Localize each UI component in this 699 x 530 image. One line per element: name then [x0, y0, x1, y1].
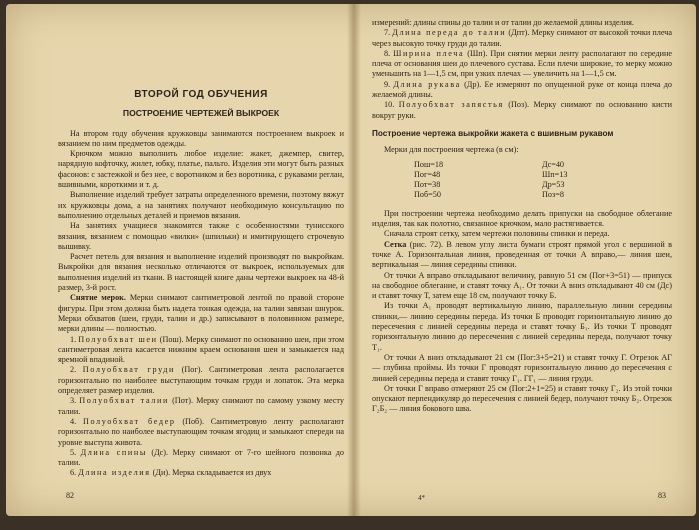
- measure-value: Поз=8: [542, 190, 564, 200]
- paragraph: Расчет петель для вязания и выполнение изделий производят по выкройкам. Выкройки для вязания несколько отличаются от выкроек, используемых для выполнения изделий из ткани. В настоящей книге даны чертежи выкроек на 48-й размер, 3-й рост.: [58, 252, 344, 293]
- measure-term: Полуобхват шеи: [78, 334, 158, 344]
- measure-value: Пот=38: [414, 180, 441, 190]
- measure-term: Ширина плеча: [393, 48, 465, 58]
- measure-item: 1. Полуобхват шеи (Пош). Мерку снимают по основанию шеи, при этом сантиметровая лента касается нижним краем основания шеи и замыкается над яремной впадиной.: [58, 334, 345, 365]
- right-page: [372, 4, 672, 530]
- measures-intro: Мерки для построения чертежа (в см):: [384, 145, 519, 155]
- measure-term: Длина изделия: [78, 468, 151, 478]
- measure-item: 10. Полуобхват запястья (Поз). Мерку снимают по основанию кисти вокруг руки.: [372, 100, 672, 120]
- paragraph: На занятиях учащиеся знакомятся также с особенностями тунисского вязания, вязанием с помощью «вилки» (шпильки) и имитирующего строчевую вышивку.: [58, 221, 344, 251]
- measure-term: Полуобхват запястья: [398, 100, 504, 110]
- measures-runin: Снятие мерок.: [70, 293, 126, 303]
- measure-item: 6. Длина изделия (Ди). Мерка складывается из двух: [70, 468, 272, 478]
- signature-mark: 4*: [418, 494, 425, 502]
- measure-item: 4. Полуобхват бедер (Поб). Сантиметровую ленту располагают горизонтально по наиболее выступающим точкам ягодиц и замыкают спереди на уровне выступа живота.: [58, 416, 345, 447]
- measures-paragraph: [58, 293, 344, 334]
- measure-term: Полуобхват бедер: [82, 416, 176, 426]
- paragraph: Из точки А₁ проводят вертикальную линию, параллельную линии середины спинки,— линию середины переда. Из точки Б проводят горизонтальную линию до пересечения с линией середины переда и ставят точку Б₁. Из точки Т проводят горизонтальную линию до пересечения с линией середины переда, получают точку Т₁.: [372, 301, 672, 352]
- measure-value: Шп=13: [542, 169, 568, 179]
- measure-term: Полуобхват груди: [82, 365, 176, 375]
- page-number-left: 82: [66, 491, 74, 500]
- grid-runin: Сетка: [384, 239, 407, 249]
- measure-value: Др=53: [542, 180, 565, 190]
- measure-term: Длина спины: [80, 447, 147, 457]
- measure-item: 8. Ширина плеча (Шп). При снятии мерки ленту располагают по середине плеча от основания шеи до плечевого сустава. Если плечи широкие, то мерку можно уменьшить на 1—1,5 см, при узких плечах — увеличить на 1—1,5 см.: [372, 48, 673, 79]
- measure-value: Пош=18: [414, 159, 444, 169]
- measure-value: Поб=50: [414, 190, 441, 200]
- paragraph: При построении чертежа необходимо делать припуски на свободное облегание изделия, так как полотно, связанное крючком, мало растягивается.: [372, 208, 672, 229]
- measure-item: 5. Длина спины (Дс). Мерку снимают от 7-го шейного позвонка до талии.: [58, 447, 345, 468]
- measure-item: 7. Длина переда до талии (Дпт). Мерку снимают от высокой точки плеча через высокую точку груди до талии.: [372, 28, 672, 48]
- paragraph: На втором году обучения кружковцы занимаются построением выкроек и вязанием по ним предметов одежды.: [58, 128, 344, 148]
- measure-item: 9. Длина рукава (Др). Ее измеряют по опущенной руке от конца плеча до желаемой длины.: [372, 79, 672, 100]
- grid-paragraph: Сетка (рис. 72). В левом углу листа бумаги строят прямой угол с вершиной в точке А. Горизонтальная линия, проведенная от точки А вправо,— линия шеи, вертикальная — линия середины спинки.: [372, 239, 672, 270]
- paragraph: измерений: длины спины до талии и от талии до желаемой длины изделия.: [372, 18, 634, 27]
- book-gutter: [347, 4, 361, 516]
- measure-item: 2. Полуобхват груди (Пог). Сантиметровая лента располагается горизонтально по наиболее выступающим точкам груди и лопаток. Эта мерка определяет размер изделия.: [58, 365, 345, 396]
- measure-value: Пог=48: [414, 169, 441, 179]
- chapter-title: ВТОРОЙ ГОД ОБУЧЕНИЯ: [134, 89, 268, 100]
- measures-table: [414, 160, 672, 201]
- paragraph: От точки А вправо откладывают величину, равную 51 см (Пог+3=51) — припуск на свободное облегание, и ставят точку А₁. От точки А вниз откладывают 40 см (Дс) и ставят точку Т, затем еще 18 см, получают точку Б.: [372, 270, 672, 301]
- measures-text: Мерки снимают сантиметровой лентой по правой стороне фигуры. При этом должна быть надета тонкая одежда, на талии завязан шнурок. Мерки обхватов (шеи, груди, талии и др.) записывают в половинном размере, мерки длины — полностью.: [58, 293, 345, 334]
- measure-term: Длина рукава: [393, 79, 461, 89]
- section-title: ПОСТРОЕНИЕ ЧЕРТЕЖЕЙ ВЫКРОЕК: [122, 108, 280, 119]
- measure-item: 3. Полуобхват талии (Пот). Мерку снимают по самому узкому месту талии.: [58, 396, 344, 416]
- measure-term: Длина переда до талии: [392, 28, 507, 38]
- paragraph: Выполнение изделий требует затраты определенного времени, поэтому вяжут их кружковцы дома, а на занятиях получают необходимую консультацию по выполнению отдельных деталей и приемов вязания.: [58, 190, 344, 220]
- book-spread: [6, 4, 696, 516]
- measure-value: Дс=40: [542, 159, 565, 169]
- paragraph: Крючком можно выполнить любое изделие: жакет, джемпер, свитер, нарядную кофточку, жилет, юбку, платье, пальто. Изделия эти могут быть разных фасонов: с застежкой и без нее, с воротником и без воротника, с рукавами реглан, вшивными, короткими и т. д.: [58, 149, 344, 190]
- paragraph: От точки А вниз откладывают 21 см (Пог:3+5=21) и ставят точку Г. Отрезок АГ — глубина проймы. Из точки Г проводят горизонтальную линию до пересечения с линией середины переда и ставят точку Г₁. ГГ₁ — линия груди.: [372, 352, 672, 383]
- section-title: Построение чертежа выкройки жакета с вшивным рукавом: [372, 128, 614, 138]
- measure-term: Полуобхват талии: [79, 396, 169, 406]
- left-page: [58, 4, 344, 516]
- paragraph: От точки Г вправо отмеряют 25 см (Пог:2+1=25) и ставят точку Г₂. Из этой точки опускают перпендикуляр до пересечения с линией бедер, получают точку Б₂. Отрезок Г₂Б₂ — линия бокового шва.: [372, 383, 672, 414]
- page-number-right: 83: [658, 491, 666, 500]
- paragraph: Сначала строят сетку, затем чертежи половины спинки и переда.: [384, 229, 610, 239]
